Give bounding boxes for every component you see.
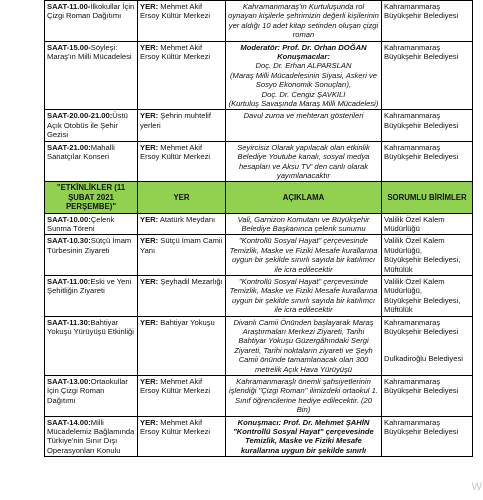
event-time: SAAT-21.00:	[47, 142, 91, 152]
responsible-cell	[382, 141, 473, 182]
description-cell	[226, 1, 382, 42]
place-value: Mehmet Akif Ersoy Kültür Merkezi	[140, 417, 211, 437]
responsible-unit: Kahramanmaraş Büyükşehir Belediyesi	[384, 2, 459, 21]
description-line: Konuşmacılar:	[277, 52, 330, 62]
event-title: Söyleşi: Maraş'ın Milli Mücadelesi	[47, 42, 132, 62]
table-row	[45, 235, 473, 276]
event-time: SAAT-10.00:	[47, 214, 91, 224]
place-value: Sütçü İmam Camii Yanı	[140, 236, 223, 255]
event-cell	[45, 41, 138, 110]
description-line: Davul zurna ve mehteran gösterileri	[243, 111, 364, 121]
table-row	[45, 275, 473, 316]
description-line: "Kontrollü Sosyal Hayat" çerçevesinde Temizlik, Maske ve Fiziki Mesafe kurallarına uygun bir şekilde sınırlı sayıda bir katılımcı ile icra edilecektir	[229, 276, 378, 315]
table-header	[45, 182, 473, 213]
responsible-cell	[382, 416, 473, 457]
description-line: (Maraş Milli Mücadelesinin Siyasi, Askeri ve Sosyo Ekonomik Sonuçları),	[230, 70, 377, 90]
place-key: YER:	[140, 142, 159, 152]
description-line: Vali, Garnizon Komutanı ve Büyükşehir Belediye Başkanınca çelenk sunumu	[237, 214, 370, 233]
responsible-cell	[382, 376, 473, 417]
place-value: Şeyhadil Mezarlığı	[160, 276, 223, 286]
header-place: YER	[138, 182, 226, 213]
place-cell	[138, 416, 226, 457]
description-cell	[226, 235, 382, 276]
responsible-cell	[382, 213, 473, 235]
responsible-unit: Kahramanmaraş Büyükşehir Belediyesi	[384, 317, 459, 336]
event-title: Sütçü İmam Türbesinin Ziyareti	[47, 236, 132, 255]
moderator-line: Konuşmacı: Prof. Dr. Mehmet ŞAHİN	[237, 417, 370, 427]
description-cell	[226, 316, 382, 375]
place-cell	[138, 1, 226, 42]
header-row	[45, 182, 473, 213]
place-cell	[138, 316, 226, 375]
description-cell	[226, 141, 382, 182]
place-key: YER:	[140, 276, 159, 286]
event-time: SAAT-15.00-	[47, 42, 91, 52]
responsible-unit: Kahramanmaraş Büyükşehir Belediyesi	[384, 417, 459, 437]
event-cell	[45, 110, 138, 141]
event-cell	[45, 235, 138, 276]
event-cell	[45, 1, 138, 42]
place-key: YER:	[140, 236, 159, 246]
place-cell	[138, 141, 226, 182]
event-cell	[45, 141, 138, 182]
responsible-cell	[382, 275, 473, 316]
responsible-unit: Kahramanmaraş Büyükşehir Belediyesi	[384, 111, 459, 130]
event-time: SAAT-20.00-21.00:	[47, 111, 113, 121]
table-row	[45, 141, 473, 182]
place-value: Mehmet Akif Ersoy Kültür Merkezi	[140, 377, 211, 396]
responsible-unit: Valilik Özel Kalem Müdürlüğü	[384, 214, 445, 233]
events-table	[44, 0, 473, 457]
description-line: "Kontrollü Sosyal Hayat" çerçevesinde Temizlik, Maske ve Fiziki Mesafe kurallarına uygun bir şekilde sınırlı sayıda bir katılımcı ile icra edilecektir	[229, 236, 378, 274]
table-row	[45, 1, 473, 42]
responsible-cell	[382, 316, 473, 375]
description-line: Kahramanmaraşlı önemli şahsiyetlerinin işlendiği "Çizgi Roman" ilimizdeki ortaokul 1. Sınıf öğrencilerine hediye edilecektir. (20 Bin)	[229, 377, 378, 415]
event-title: Milli Mücadelemiz Bağlamında Türkiye'nin Sınır Dışı Operasyonları Konulu	[47, 417, 135, 455]
description-line: Kahramanmaraş'ın Kurtuluşunda rol oynayan kişilerle şehrimizin değerli kişilerinin yer aldığı 10 adet kitap setinden oluşan çizgi roman	[228, 2, 379, 40]
event-title: Mahalli Sanatçılar Konseri	[47, 142, 115, 162]
place-value: Bahtiyar Yokuşu	[160, 317, 215, 327]
document-page	[44, 0, 472, 457]
event-title: Bahtiyar Yokuşu Yürüyüşü Etkinliği	[47, 317, 134, 336]
description-line: Doç. Dr. Cengiz ŞAVKILI	[261, 89, 346, 99]
event-title: İlkokullar İçin Çizgi Roman Dağıtımı	[47, 2, 135, 21]
event-time: SAAT-10.30:	[47, 236, 91, 246]
header-date: "ETKİNLİKLER (11 ŞUBAT 2021 PERŞEMBE)"	[45, 182, 138, 213]
table-row	[45, 110, 473, 141]
place-cell	[138, 41, 226, 110]
event-cell	[45, 213, 138, 235]
place-key: YER:	[140, 317, 159, 327]
description-cell	[226, 275, 382, 316]
description-cell	[226, 110, 382, 141]
responsible-unit: Kahramanmaraş Büyükşehir Belediyesi	[384, 142, 459, 162]
event-cell	[45, 416, 138, 457]
responsible-unit: Büyükşehir Belediyesi, Müftülük	[384, 255, 461, 274]
place-key: YER:	[140, 417, 159, 427]
place-key: YER:	[140, 214, 159, 224]
table-row	[45, 376, 473, 417]
event-title: Üstü Açık Otobüs ile Şehir Gezisi	[47, 111, 128, 140]
header-description: AÇIKLAMA	[226, 182, 382, 213]
moderator-line: Moderatör: Prof. Dr. Orhan DOĞAN	[240, 42, 367, 52]
responsible-unit: Valilik Özel Kalem Müdürlüğü,	[384, 236, 445, 255]
description-cell	[226, 213, 382, 235]
place-key: YER:	[140, 111, 159, 121]
place-cell	[138, 110, 226, 141]
place-key: YER:	[140, 42, 159, 52]
description-cell	[226, 416, 382, 457]
responsible-cell	[382, 235, 473, 276]
responsible-unit: Büyükşehir Belediyesi, Müftülük	[384, 295, 461, 315]
responsible-unit: Kahramanmaraş Büyükşehir Belediyesi	[384, 377, 459, 396]
place-value: Atatürk Meydanı	[159, 214, 216, 224]
place-value: Şehrin muhtelif yerleri	[140, 111, 211, 130]
description-line: Seyircisiz Olarak yapılacak olan etkinlik Belediye Youtube kanalı, sosyal medya hesapları ve Aksu TV' den canlı olarak yayımlanacaktır	[237, 142, 370, 180]
event-cell	[45, 316, 138, 375]
table-row	[45, 213, 473, 235]
event-time: SAAT-13.00:	[47, 377, 91, 387]
responsible-cell	[382, 1, 473, 42]
event-cell	[45, 376, 138, 417]
responsible-unit: Valilik Özel Kalem Müdürlüğü,	[384, 276, 445, 296]
table-row	[45, 316, 473, 375]
place-value: Mehmet Akif Ersoy Kültür Merkezi	[140, 142, 211, 162]
events-after	[45, 213, 473, 457]
events-before	[45, 1, 473, 182]
responsible-cell	[382, 110, 473, 141]
responsible-cell	[382, 41, 473, 110]
description-cell	[226, 41, 382, 110]
event-cell	[45, 275, 138, 316]
event-title: Eski ve Yeni Şehitliğin Ziyareti	[47, 276, 132, 296]
header-responsible: SORUMLU BİRİMLER	[382, 182, 473, 213]
place-cell	[138, 213, 226, 235]
place-cell	[138, 275, 226, 316]
description-line: Divanlı Camii Önünden başlayarak Maraş Araştırmaları Merkezi Ziyareti, Tarihi Bahtiyar Yokuşu Güzergâhındaki Sergi Ziyareti, Tarihi noktaların ziyareti ve Şeyh Camii önünde tamamlanacak olan 300 metrelik Açık Hava Yürüyüşü	[233, 317, 374, 374]
event-time: SAAT-11.00-	[47, 2, 91, 11]
responsible-unit: Dulkadiroğlu Belediyesi	[384, 354, 463, 364]
place-cell	[138, 376, 226, 417]
place-key: YER:	[140, 377, 159, 387]
description-line: "Kontrollü Sosyal Hayat" çerçevesinde Temizlik, Maske ve Fiziki Mesafe kurallarına uygun bir şekilde sınırlı	[233, 427, 374, 455]
table-row	[45, 41, 473, 110]
description-line: (Kurtuluş Savaşında Maraş Milli Mücadelesi)	[228, 99, 379, 109]
place-value: Mehmet Akif Ersoy Kültür Merkezi	[140, 42, 211, 62]
watermark-text: W	[471, 480, 483, 493]
description-line: Doç. Dr. Erhan ALPARSLAN	[255, 61, 352, 71]
place-key: YER:	[140, 2, 159, 11]
event-title: Çelenk Sunma Töreni	[47, 214, 115, 233]
event-time: SAAT-14.00:	[47, 417, 91, 427]
event-title: Ortaokullar İçin Çizgi Roman Dağıtımı	[47, 377, 128, 405]
place-cell	[138, 235, 226, 276]
table-row	[45, 416, 473, 457]
place-value: Mehmet Akif Ersoy Kültür Merkezi	[140, 2, 211, 21]
event-time: SAAT-11.00:	[47, 276, 91, 286]
responsible-unit: Kahramanmaraş Büyükşehir Belediyesi	[384, 42, 459, 62]
description-cell	[226, 376, 382, 417]
event-time: SAAT-11.30:	[47, 317, 91, 327]
